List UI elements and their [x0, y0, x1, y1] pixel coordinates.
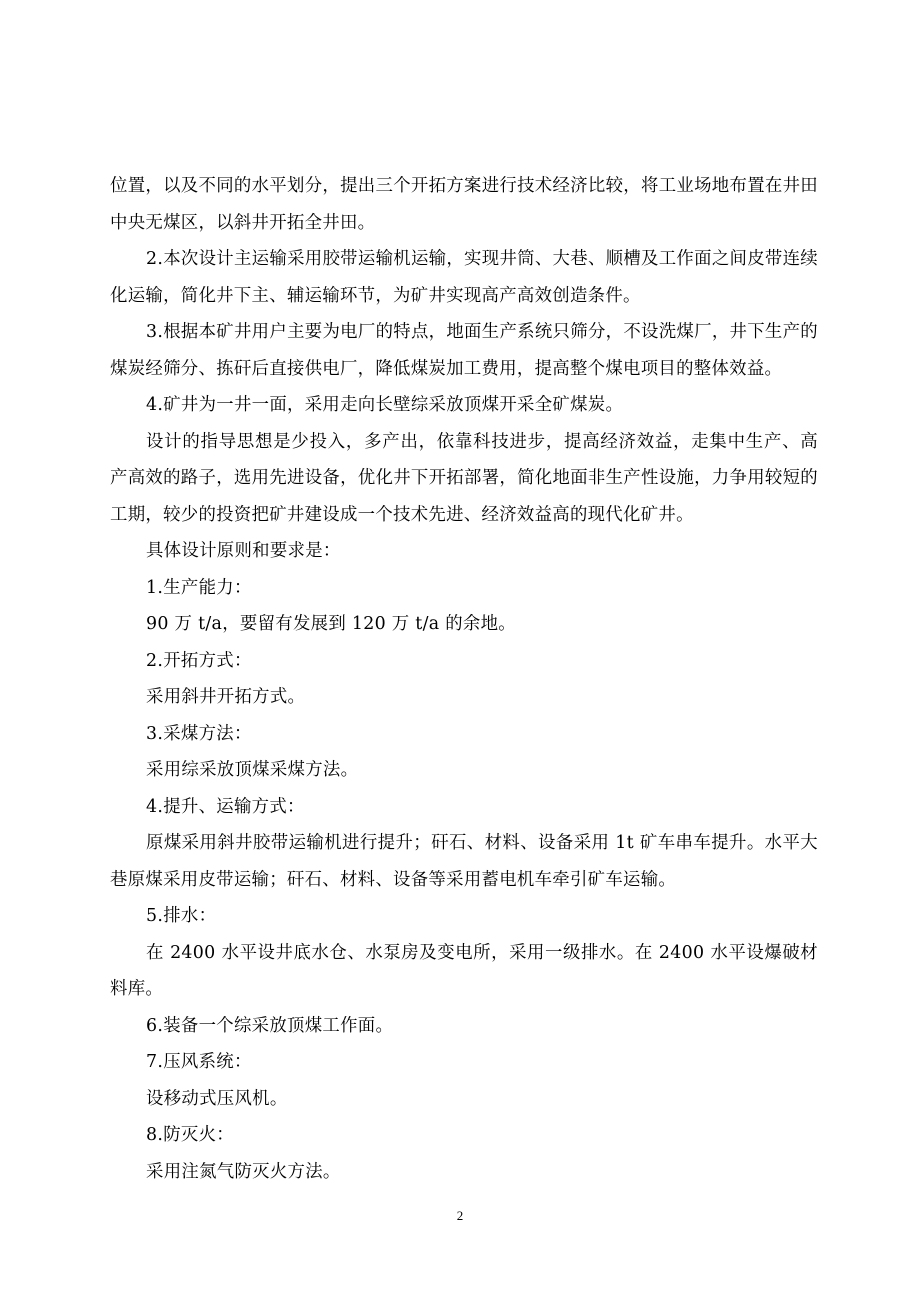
paragraph: 具体设计原则和要求是： [146, 541, 341, 561]
paragraph: 采用注氮气防灭火方法。 [146, 1161, 341, 1182]
paragraph: 6.装备一个综采放顶煤工作面。 [146, 1015, 394, 1036]
section-heading: 8.防灭火： [146, 1125, 234, 1145]
paragraph: 设计的指导思想是少投入，多产出，依靠科技进步，提高经济效益，走集中生产、高产高效的路子，选用先进设备，优化井下开拓部署，简化地面非生产性设施，力争用较短的工期，较少的投资把矿井建设成一个技术先进、经济效益高的现代化矿井。 [110, 431, 818, 525]
paragraph: 位置，以及不同的水平划分，提出三个开拓方案进行技术经济比较，将工业场地布置在井田中央无煤区，以斜井开拓全井田。 [110, 176, 818, 233]
section-heading: 1.生产能力： [146, 577, 252, 598]
section-heading: 7.压风系统： [146, 1052, 252, 1072]
paragraph: 90 万 t/a，要留有发展到 120 万 t/a 的余地。 [146, 614, 517, 634]
section-heading: 4.提升、运输方式： [146, 796, 305, 817]
paragraph: 设移动式压风机。 [146, 1088, 288, 1109]
paragraph: 采用综采放顶煤采煤方法。 [146, 760, 359, 780]
paragraph: 在 2400 水平设井底水仓、水泵房及变电所，采用一级排水。在 2400 水平设爆破材料库。 [110, 942, 818, 999]
paragraph: 3.根据本矿井用户主要为电厂的特点，地面生产系统只筛分，不设洗煤厂，井下生产的煤炭经筛分、拣矸后直接供电厂，降低煤炭加工费用，提高整个煤电项目的整体效益。 [110, 322, 818, 379]
paragraph: 采用斜井开拓方式。 [146, 687, 306, 707]
section-heading: 3.采煤方法： [146, 723, 252, 744]
paragraph: 2.本次设计主运输采用胶带运输机运输，实现井筒、大巷、顺槽及工作面之间皮带连续化运输，简化井下主、辅运输环节，为矿井实现高产高效创造条件。 [110, 249, 818, 306]
section-heading: 5.排水： [146, 906, 217, 926]
paragraph: 4.矿井为一井一面，采用走向长壁综采放顶煤开采全矿煤炭。 [146, 395, 624, 415]
section-heading: 2.开拓方式： [146, 650, 252, 671]
body-text [110, 168, 818, 1190]
page-number: 2 [456, 1208, 464, 1223]
paragraph: 原煤采用斜井胶带运输机进行提升；矸石、材料、设备采用 1t 矿车串车提升。水平大巷原煤采用皮带运输；矸石、材料、设备等采用蓄电机车牵引矿车运输。 [110, 833, 818, 890]
